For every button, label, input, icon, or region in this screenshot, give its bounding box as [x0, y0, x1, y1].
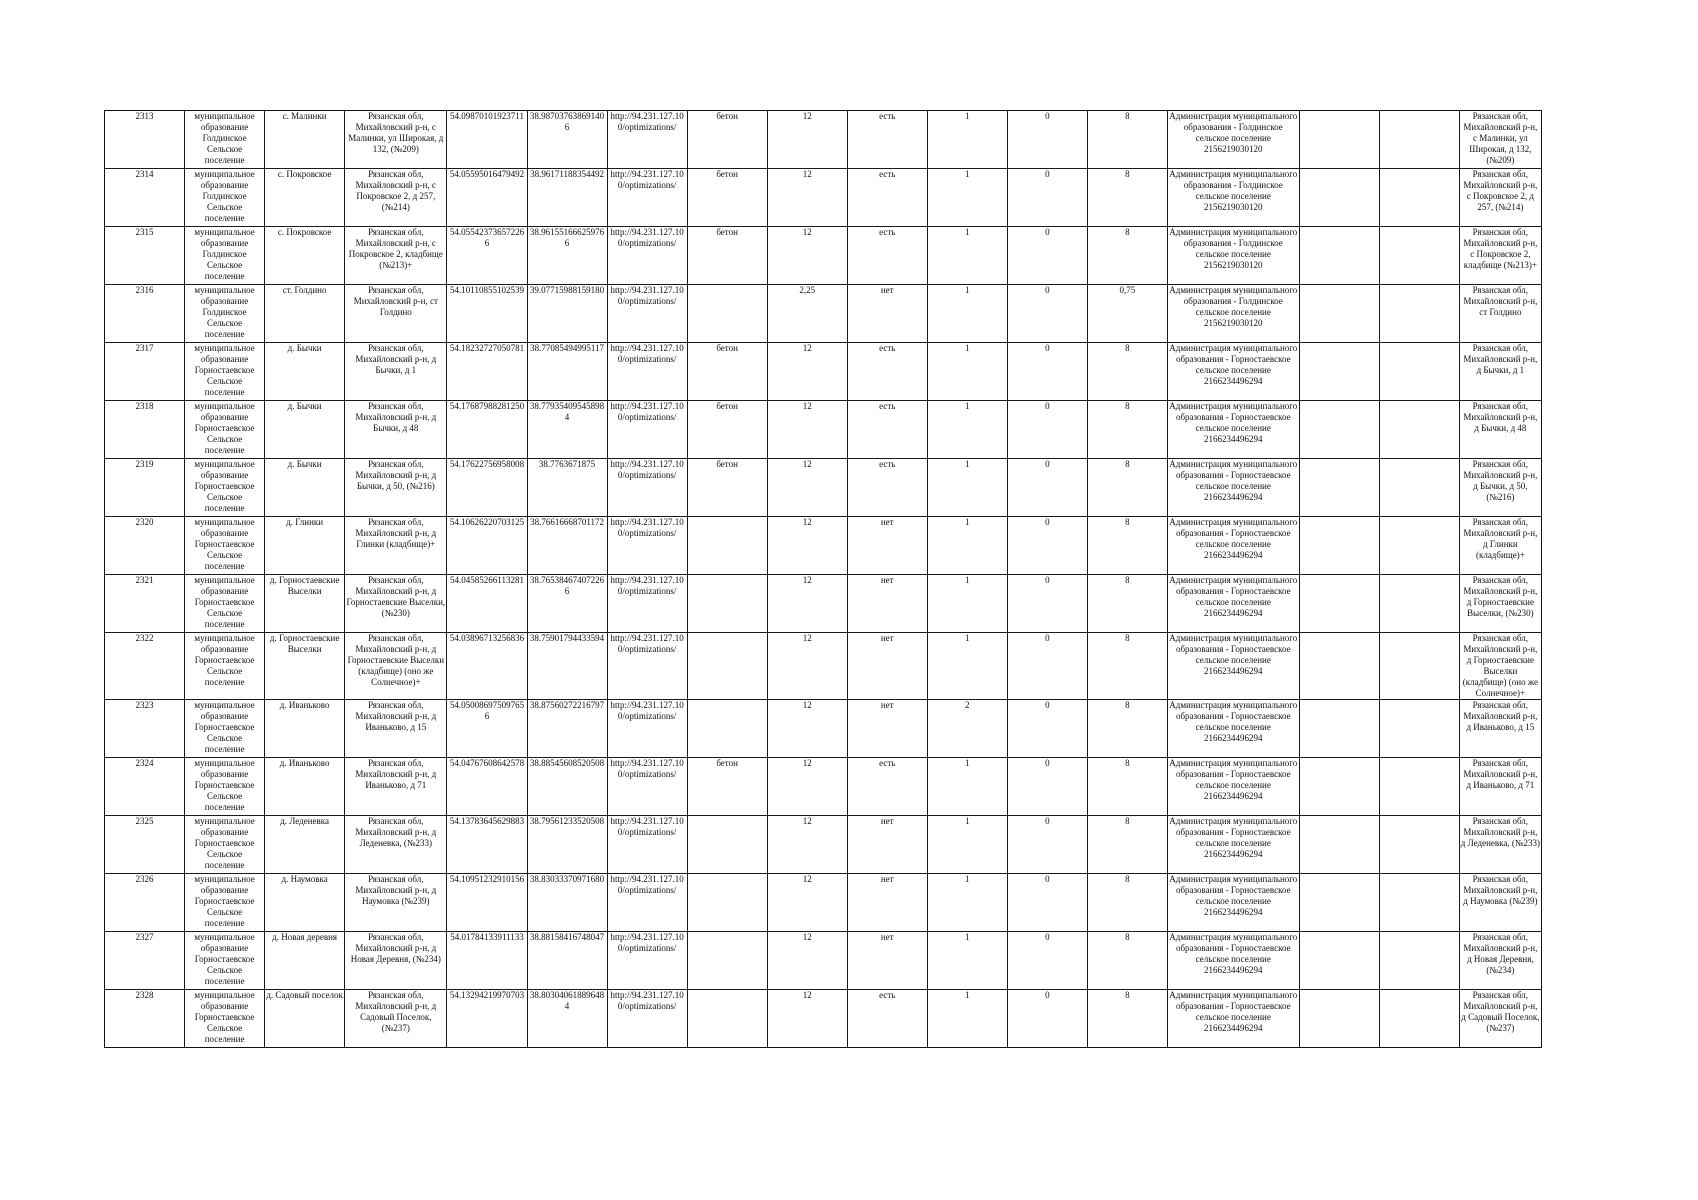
table-row — [105, 169, 1542, 227]
cell-municipality: муниципальное образование Горностаевское Сельское поселение — [185, 343, 265, 401]
cell-address: Рязанская обл, Михайловский р-н, д Наумовка (№239) — [345, 874, 447, 932]
cell-settlement: с. Малинки — [265, 111, 345, 169]
cell-source-address: Рязанская обл, Михайловский р-н, д Садовый Поселок, (№237) — [1459, 990, 1541, 1048]
cell-settlement: д. Леденевка — [265, 816, 345, 874]
cell-empty-2 — [1379, 517, 1459, 575]
cell-surface: бетон — [687, 401, 767, 459]
cell-longitude: 38.88545608520508 — [527, 758, 607, 816]
cell-surface — [687, 517, 767, 575]
cell-id: 2315 — [105, 227, 185, 285]
cell-url: http://94.231.127.100/optimizations/ — [607, 633, 687, 700]
cell-owner: Администрация муниципального образования - Голдинское сельское поселение 2156219030120 — [1167, 285, 1299, 343]
cell-url: http://94.231.127.100/optimizations/ — [607, 169, 687, 227]
cell-empty-1 — [1299, 758, 1379, 816]
cell-volume: 8 — [1087, 169, 1167, 227]
cell-planned-count: 0 — [1007, 459, 1087, 517]
cell-owner: Администрация муниципального образования - Голдинское сельское поселение 2156219030120 — [1167, 111, 1299, 169]
cell-source-address: Рязанская обл, Михайловский р-н, с Покровское 2, кладбище (№213)+ — [1459, 227, 1541, 285]
cell-url: http://94.231.127.100/optimizations/ — [607, 816, 687, 874]
cell-latitude: 54.10951232910156 — [447, 874, 527, 932]
cell-container-count: 1 — [927, 285, 1007, 343]
cell-empty-2 — [1379, 816, 1459, 874]
cell-owner: Администрация муниципального образования - Горностаевское сельское поселение 2166234496294 — [1167, 575, 1299, 633]
cell-latitude: 54.13783645629883 — [447, 816, 527, 874]
cell-volume: 8 — [1087, 575, 1167, 633]
cell-empty-1 — [1299, 633, 1379, 700]
cell-owner: Администрация муниципального образования - Горностаевское сельское поселение 2166234496294 — [1167, 343, 1299, 401]
cell-container-count: 1 — [927, 111, 1007, 169]
cell-container-count: 1 — [927, 932, 1007, 990]
cell-source-address: Рязанская обл, Михайловский р-н, д Горностаевские Выселки (кладбище) (оно же Солнечное)+ — [1459, 633, 1541, 700]
cell-planned-count: 0 — [1007, 285, 1087, 343]
cell-source-address: Рязанская обл, Михайловский р-н, д Наумовка (№239) — [1459, 874, 1541, 932]
cell-address: Рязанская обл, Михайловский р-н, д Садовый Поселок, (№237) — [345, 990, 447, 1048]
cell-surface — [687, 990, 767, 1048]
cell-id: 2313 — [105, 111, 185, 169]
cell-empty-2 — [1379, 227, 1459, 285]
table-row — [105, 459, 1542, 517]
cell-address: Рязанская обл, Михайловский р-н, д Бычки, д 50, (№216) — [345, 459, 447, 517]
cell-source-address: Рязанская обл, Михайловский р-н, д Бычки, д 48 — [1459, 401, 1541, 459]
cell-latitude: 54.04585266113281 — [447, 575, 527, 633]
cell-surface: бетон — [687, 343, 767, 401]
cell-id: 2324 — [105, 758, 185, 816]
cell-container-count: 1 — [927, 633, 1007, 700]
cell-container-count: 1 — [927, 169, 1007, 227]
cell-address: Рязанская обл, Михайловский р-н, д Бычки, д 48 — [345, 401, 447, 459]
cell-id: 2317 — [105, 343, 185, 401]
cell-volume: 8 — [1087, 459, 1167, 517]
cell-empty-1 — [1299, 816, 1379, 874]
cell-fence: есть — [847, 758, 927, 816]
cell-owner: Администрация муниципального образования - Горностаевское сельское поселение 2166234496294 — [1167, 633, 1299, 700]
cell-area: 12 — [767, 932, 847, 990]
cell-source-address: Рязанская обл, Михайловский р-н, д Леденевка, (№233) — [1459, 816, 1541, 874]
cell-surface — [687, 816, 767, 874]
cell-empty-2 — [1379, 758, 1459, 816]
cell-area: 12 — [767, 227, 847, 285]
cell-planned-count: 0 — [1007, 575, 1087, 633]
cell-container-count: 1 — [927, 874, 1007, 932]
table-row — [105, 343, 1542, 401]
cell-municipality: муниципальное образование Голдинское Сельское поселение — [185, 285, 265, 343]
cell-settlement: с. Покровское — [265, 227, 345, 285]
cell-area: 12 — [767, 169, 847, 227]
table-row — [105, 401, 1542, 459]
cell-fence: есть — [847, 343, 927, 401]
cell-id: 2319 — [105, 459, 185, 517]
cell-surface: бетон — [687, 111, 767, 169]
cell-latitude: 54.01784133911133 — [447, 932, 527, 990]
table-row — [105, 285, 1542, 343]
cell-container-count: 1 — [927, 227, 1007, 285]
cell-empty-1 — [1299, 169, 1379, 227]
cell-empty-1 — [1299, 459, 1379, 517]
cell-id: 2328 — [105, 990, 185, 1048]
cell-planned-count: 0 — [1007, 633, 1087, 700]
cell-url: http://94.231.127.100/optimizations/ — [607, 285, 687, 343]
cell-latitude: 54.05542373657226 6 — [447, 227, 527, 285]
cell-settlement: д. Новая деревня — [265, 932, 345, 990]
cell-owner: Администрация муниципального образования - Голдинское сельское поселение 2156219030120 — [1167, 227, 1299, 285]
cell-volume: 8 — [1087, 816, 1167, 874]
cell-area: 12 — [767, 111, 847, 169]
cell-url: http://94.231.127.100/optimizations/ — [607, 343, 687, 401]
cell-address: Рязанская обл, Михайловский р-н, д Глинки (кладбище)+ — [345, 517, 447, 575]
cell-owner: Администрация муниципального образования - Горностаевское сельское поселение 2166234496294 — [1167, 459, 1299, 517]
cell-address: Рязанская обл, Михайловский р-н, д Новая Деревня, (№234) — [345, 932, 447, 990]
cell-latitude: 54.05595016479492 — [447, 169, 527, 227]
cell-municipality: муниципальное образование Горностаевское Сельское поселение — [185, 932, 265, 990]
cell-municipality: муниципальное образование Горностаевское Сельское поселение — [185, 758, 265, 816]
cell-address: Рязанская обл, Михайловский р-н, д Иваньково, д 15 — [345, 700, 447, 758]
cell-empty-1 — [1299, 343, 1379, 401]
cell-url: http://94.231.127.100/optimizations/ — [607, 459, 687, 517]
cell-source-address: Рязанская обл, Михайловский р-н, д Бычки, д 50, (№216) — [1459, 459, 1541, 517]
cell-source-address: Рязанская обл, Михайловский р-н, с Малинки, ул Широкая, д 132, (№209) — [1459, 111, 1541, 169]
cell-url: http://94.231.127.100/optimizations/ — [607, 758, 687, 816]
cell-id: 2320 — [105, 517, 185, 575]
cell-volume: 8 — [1087, 932, 1167, 990]
cell-area: 12 — [767, 459, 847, 517]
cell-source-address: Рязанская обл, Михайловский р-н, д Глинки (кладбище)+ — [1459, 517, 1541, 575]
cell-container-count: 1 — [927, 575, 1007, 633]
cell-address: Рязанская обл, Михайловский р-н, д Иваньково, д 71 — [345, 758, 447, 816]
cell-container-count: 1 — [927, 517, 1007, 575]
cell-area: 12 — [767, 700, 847, 758]
cell-fence: есть — [847, 169, 927, 227]
cell-surface — [687, 932, 767, 990]
cell-planned-count: 0 — [1007, 111, 1087, 169]
cell-owner: Администрация муниципального образования - Горностаевское сельское поселение 2166234496294 — [1167, 874, 1299, 932]
cell-fence: нет — [847, 285, 927, 343]
cell-fence: есть — [847, 401, 927, 459]
cell-longitude: 38.7763671875 — [527, 459, 607, 517]
cell-settlement: д. Бычки — [265, 459, 345, 517]
cell-planned-count: 0 — [1007, 874, 1087, 932]
cell-id: 2326 — [105, 874, 185, 932]
cell-empty-1 — [1299, 990, 1379, 1048]
cell-container-count: 1 — [927, 990, 1007, 1048]
cell-municipality: муниципальное образование Голдинское Сельское поселение — [185, 169, 265, 227]
cell-latitude: 54.10110855102539 — [447, 285, 527, 343]
cell-latitude: 54.09870101923711 — [447, 111, 527, 169]
cell-municipality: муниципальное образование Голдинское Сельское поселение — [185, 227, 265, 285]
cell-url: http://94.231.127.100/optimizations/ — [607, 401, 687, 459]
cell-settlement: д. Бычки — [265, 343, 345, 401]
cell-volume: 8 — [1087, 517, 1167, 575]
table-row — [105, 227, 1542, 285]
cell-address: Рязанская обл, Михайловский р-н, д Горностаевские Выселки (кладбище) (оно же Солнечное)+ — [345, 633, 447, 700]
cell-id: 2318 — [105, 401, 185, 459]
cell-municipality: муниципальное образование Горностаевское Сельское поселение — [185, 517, 265, 575]
cell-source-address: Рязанская обл, Михайловский р-н, д Иваньково, д 71 — [1459, 758, 1541, 816]
cell-latitude: 54.13294219970703 — [447, 990, 527, 1048]
table-row — [105, 575, 1542, 633]
cell-id: 2327 — [105, 932, 185, 990]
cell-longitude: 38.77085494995117 — [527, 343, 607, 401]
table-row — [105, 633, 1542, 700]
cell-volume: 8 — [1087, 633, 1167, 700]
cell-longitude: 38.80304061889648 4 — [527, 990, 607, 1048]
cell-planned-count: 0 — [1007, 700, 1087, 758]
cell-latitude: 54.17622756958008 — [447, 459, 527, 517]
cell-settlement: д. Горностаевские Выселки — [265, 633, 345, 700]
cell-address: Рязанская обл, Михайловский р-н, с Покровское 2, кладбище (№213)+ — [345, 227, 447, 285]
cell-url: http://94.231.127.100/optimizations/ — [607, 517, 687, 575]
cell-latitude: 54.05008697509765 6 — [447, 700, 527, 758]
cell-empty-1 — [1299, 932, 1379, 990]
cell-surface — [687, 700, 767, 758]
cell-empty-2 — [1379, 285, 1459, 343]
cell-empty-2 — [1379, 169, 1459, 227]
cell-address: Рязанская обл, Михайловский р-н, д Горностаевские Выселки, (№230) — [345, 575, 447, 633]
cell-volume: 8 — [1087, 227, 1167, 285]
cell-longitude: 38.87560272216797 — [527, 700, 607, 758]
cell-fence: нет — [847, 816, 927, 874]
cell-container-count: 1 — [927, 758, 1007, 816]
cell-longitude: 38.96171188354492 — [527, 169, 607, 227]
cell-id: 2316 — [105, 285, 185, 343]
cell-empty-2 — [1379, 932, 1459, 990]
cell-planned-count: 0 — [1007, 169, 1087, 227]
cell-planned-count: 0 — [1007, 227, 1087, 285]
cell-area: 12 — [767, 517, 847, 575]
cell-area: 12 — [767, 758, 847, 816]
cell-latitude: 54.04767608642578 — [447, 758, 527, 816]
cell-settlement: д. Иваньково — [265, 758, 345, 816]
cell-owner: Администрация муниципального образования - Горностаевское сельское поселение 2166234496294 — [1167, 990, 1299, 1048]
cell-longitude: 38.75901794433594 — [527, 633, 607, 700]
cell-fence: нет — [847, 932, 927, 990]
cell-planned-count: 0 — [1007, 343, 1087, 401]
cell-address: Рязанская обл, Михайловский р-н, с Покровское 2, д 257, (№214) — [345, 169, 447, 227]
cell-volume: 8 — [1087, 343, 1167, 401]
cell-longitude: 38.98703763869140 6 — [527, 111, 607, 169]
cell-empty-2 — [1379, 111, 1459, 169]
cell-empty-2 — [1379, 874, 1459, 932]
cell-fence: нет — [847, 575, 927, 633]
cell-municipality: муниципальное образование Горностаевское Сельское поселение — [185, 633, 265, 700]
cell-empty-1 — [1299, 401, 1379, 459]
cell-address: Рязанская обл, Михайловский р-н, ст Голдино — [345, 285, 447, 343]
cell-settlement: д. Глинки — [265, 517, 345, 575]
cell-url: http://94.231.127.100/optimizations/ — [607, 932, 687, 990]
table-row — [105, 874, 1542, 932]
cell-volume: 8 — [1087, 874, 1167, 932]
cell-url: http://94.231.127.100/optimizations/ — [607, 111, 687, 169]
cell-surface — [687, 575, 767, 633]
table-row — [105, 111, 1542, 169]
cell-fence: есть — [847, 990, 927, 1048]
table-row — [105, 758, 1542, 816]
cell-owner: Администрация муниципального образования - Горностаевское сельское поселение 2166234496294 — [1167, 816, 1299, 874]
cell-municipality: муниципальное образование Горностаевское Сельское поселение — [185, 575, 265, 633]
cell-volume: 8 — [1087, 111, 1167, 169]
cell-planned-count: 0 — [1007, 932, 1087, 990]
cell-empty-2 — [1379, 990, 1459, 1048]
cell-area: 12 — [767, 633, 847, 700]
cell-settlement: д. Садовый поселок — [265, 990, 345, 1048]
cell-id: 2314 — [105, 169, 185, 227]
cell-surface — [687, 874, 767, 932]
cell-empty-2 — [1379, 633, 1459, 700]
cell-planned-count: 0 — [1007, 517, 1087, 575]
cell-empty-1 — [1299, 517, 1379, 575]
cell-surface: бетон — [687, 227, 767, 285]
cell-area: 12 — [767, 874, 847, 932]
cell-municipality: муниципальное образование Горностаевское Сельское поселение — [185, 459, 265, 517]
cell-settlement: ст. Голдино — [265, 285, 345, 343]
cell-latitude: 54.03896713256836 — [447, 633, 527, 700]
cell-owner: Администрация муниципального образования - Горностаевское сельское поселение 2166234496294 — [1167, 401, 1299, 459]
cell-area: 12 — [767, 816, 847, 874]
cell-municipality: муниципальное образование Горностаевское Сельское поселение — [185, 874, 265, 932]
cell-planned-count: 0 — [1007, 990, 1087, 1048]
cell-url: http://94.231.127.100/optimizations/ — [607, 874, 687, 932]
cell-fence: нет — [847, 633, 927, 700]
cell-longitude: 38.83033370971680 — [527, 874, 607, 932]
cell-empty-1 — [1299, 285, 1379, 343]
cell-longitude: 38.76616668701172 — [527, 517, 607, 575]
cell-fence: есть — [847, 111, 927, 169]
cell-url: http://94.231.127.100/optimizations/ — [607, 990, 687, 1048]
cell-longitude: 38.77935409545898 4 — [527, 401, 607, 459]
cell-owner: Администрация муниципального образования - Голдинское сельское поселение 2156219030120 — [1167, 169, 1299, 227]
cell-municipality: муниципальное образование Горностаевское Сельское поселение — [185, 401, 265, 459]
cell-municipality: муниципальное образование Горностаевское Сельское поселение — [185, 816, 265, 874]
registry-table — [104, 110, 1542, 1048]
cell-empty-2 — [1379, 700, 1459, 758]
cell-owner: Администрация муниципального образования - Горностаевское сельское поселение 2166234496294 — [1167, 758, 1299, 816]
cell-url: http://94.231.127.100/optimizations/ — [607, 700, 687, 758]
cell-fence: есть — [847, 459, 927, 517]
table-row — [105, 700, 1542, 758]
cell-url: http://94.231.127.100/optimizations/ — [607, 575, 687, 633]
cell-address: Рязанская обл, Михайловский р-н, д Бычки, д 1 — [345, 343, 447, 401]
cell-latitude: 54.17687988281250 — [447, 401, 527, 459]
cell-latitude: 54.10626220703125 — [447, 517, 527, 575]
cell-container-count: 1 — [927, 816, 1007, 874]
cell-container-count: 1 — [927, 459, 1007, 517]
cell-source-address: Рязанская обл, Михайловский р-н, д Новая Деревня, (№234) — [1459, 932, 1541, 990]
table-row — [105, 517, 1542, 575]
table-row — [105, 816, 1542, 874]
cell-settlement: д. Наумовка — [265, 874, 345, 932]
cell-volume: 8 — [1087, 401, 1167, 459]
cell-longitude: 38.96155166625976 6 — [527, 227, 607, 285]
cell-address: Рязанская обл, Михайловский р-н, с Малинки, ул Широкая, д 132, (№209) — [345, 111, 447, 169]
cell-volume: 8 — [1087, 990, 1167, 1048]
cell-source-address: Рязанская обл, Михайловский р-н, д Иваньково, д 15 — [1459, 700, 1541, 758]
cell-settlement: д. Иваньково — [265, 700, 345, 758]
cell-latitude: 54.18232727050781 — [447, 343, 527, 401]
cell-surface: бетон — [687, 459, 767, 517]
cell-longitude: 38.88158416748047 — [527, 932, 607, 990]
cell-volume: 8 — [1087, 758, 1167, 816]
cell-municipality: муниципальное образование Голдинское Сельское поселение — [185, 111, 265, 169]
cell-settlement: д. Горностаевские Выселки — [265, 575, 345, 633]
cell-surface: бетон — [687, 758, 767, 816]
cell-settlement: с. Покровское — [265, 169, 345, 227]
cell-container-count: 1 — [927, 401, 1007, 459]
cell-fence: есть — [847, 227, 927, 285]
cell-surface — [687, 285, 767, 343]
cell-url: http://94.231.127.100/optimizations/ — [607, 227, 687, 285]
table-row — [105, 932, 1542, 990]
cell-source-address: Рязанская обл, Михайловский р-н, с Покровское 2, д 257, (№214) — [1459, 169, 1541, 227]
cell-surface: бетон — [687, 169, 767, 227]
cell-id: 2325 — [105, 816, 185, 874]
cell-id: 2321 — [105, 575, 185, 633]
cell-planned-count: 0 — [1007, 758, 1087, 816]
cell-volume: 8 — [1087, 700, 1167, 758]
table-row — [105, 990, 1542, 1048]
cell-area: 12 — [767, 343, 847, 401]
cell-empty-2 — [1379, 401, 1459, 459]
cell-municipality: муниципальное образование Горностаевское Сельское поселение — [185, 700, 265, 758]
cell-longitude: 39.07715988159180 — [527, 285, 607, 343]
cell-area: 12 — [767, 401, 847, 459]
cell-fence: нет — [847, 700, 927, 758]
cell-empty-1 — [1299, 575, 1379, 633]
cell-volume: 0,75 — [1087, 285, 1167, 343]
cell-municipality: муниципальное образование Горностаевское Сельское поселение — [185, 990, 265, 1048]
cell-empty-1 — [1299, 874, 1379, 932]
cell-area: 2,25 — [767, 285, 847, 343]
cell-area: 12 — [767, 575, 847, 633]
cell-empty-1 — [1299, 111, 1379, 169]
cell-container-count: 2 — [927, 700, 1007, 758]
cell-fence: нет — [847, 517, 927, 575]
cell-longitude: 38.79561233520508 — [527, 816, 607, 874]
cell-area: 12 — [767, 990, 847, 1048]
cell-source-address: Рязанская обл, Михайловский р-н, д Бычки, д 1 — [1459, 343, 1541, 401]
cell-source-address: Рязанская обл, Михайловский р-н, д Горностаевские Выселки, (№230) — [1459, 575, 1541, 633]
cell-surface — [687, 633, 767, 700]
cell-empty-1 — [1299, 227, 1379, 285]
cell-longitude: 38.76538467407226 6 — [527, 575, 607, 633]
cell-source-address: Рязанская обл, Михайловский р-н, ст Голдино — [1459, 285, 1541, 343]
cell-owner: Администрация муниципального образования - Горностаевское сельское поселение 2166234496294 — [1167, 700, 1299, 758]
cell-empty-2 — [1379, 459, 1459, 517]
cell-id: 2323 — [105, 700, 185, 758]
cell-owner: Администрация муниципального образования - Горностаевское сельское поселение 2166234496294 — [1167, 517, 1299, 575]
cell-address: Рязанская обл, Михайловский р-н, д Леденевка, (№233) — [345, 816, 447, 874]
cell-id: 2322 — [105, 633, 185, 700]
cell-empty-2 — [1379, 575, 1459, 633]
cell-planned-count: 0 — [1007, 816, 1087, 874]
cell-empty-2 — [1379, 343, 1459, 401]
cell-empty-1 — [1299, 700, 1379, 758]
cell-owner: Администрация муниципального образования - Горностаевское сельское поселение 2166234496294 — [1167, 932, 1299, 990]
cell-fence: нет — [847, 874, 927, 932]
cell-container-count: 1 — [927, 343, 1007, 401]
cell-settlement: д. Бычки — [265, 401, 345, 459]
cell-planned-count: 0 — [1007, 401, 1087, 459]
